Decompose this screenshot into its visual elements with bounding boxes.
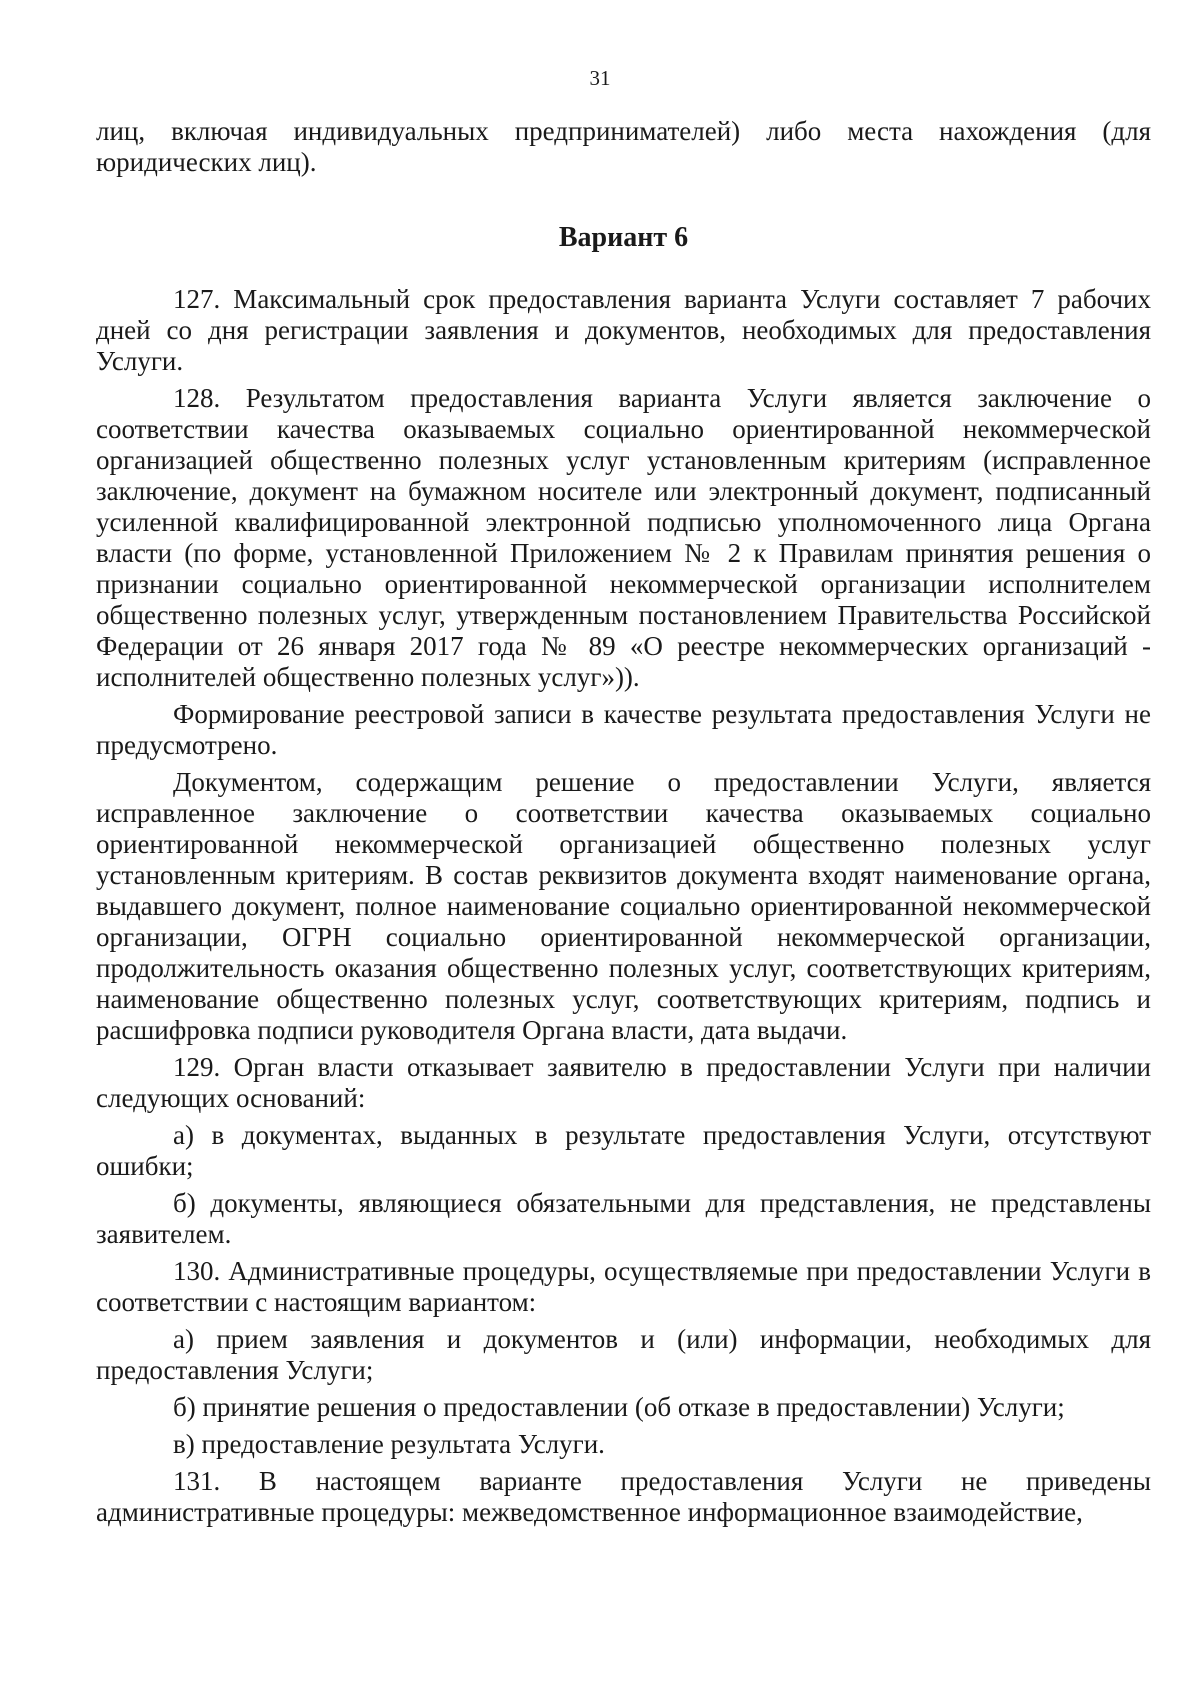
paragraph-131: 131. В настоящем варианте предоставления Услуги не приведены административные процедуры: межведомственное информационное взаимодействие, <box>96 1466 1151 1527</box>
page-number: 31 <box>589 66 611 90</box>
list-item-129-b: б) документы, являющиеся обязательными для представления, не представлены заявителем. <box>96 1188 1151 1249</box>
paragraph-129: 129. Орган власти отказывает заявителю в предоставлении Услуги при наличии следующих оснований: <box>96 1052 1151 1113</box>
list-item-129-a: а) в документах, выданных в результате предоставления Услуги, отсутствуют ошибки; <box>96 1120 1151 1181</box>
paragraph-registry-record: Формирование реестровой записи в качестве результата предоставления Услуги не предусмотрено. <box>96 699 1151 760</box>
paragraph-128: 128. Результатом предоставления варианта Услуги является заключение о соответствии качества оказываемых социально ориентированной некоммерческой организацией общественно полезных услуг установленным критериям (исправленное заключение, документ на бумажном носителе или электронный документ, подписанный усиленной квалифицированной электронной подписью уполномоченного лица Органа власти (по форме, установленной Приложением № 2 к Правилам принятия решения о признании социально ориентированной некоммерческой организации исполнителем общественно полезных услуг, утвержденным постановлением Правительства Российской Федерации от 26 января 2017 года № 89 «О реестре некоммерческих организаций - исполнителей общественно полезных услуг»)). <box>96 383 1151 692</box>
paragraph-130: 130. Административные процедуры, осуществляемые при предоставлении Услуги в соответствии с настоящим вариантом: <box>96 1256 1151 1317</box>
list-item-130-a: а) прием заявления и документов и (или) информации, необходимых для предоставления Услуги; <box>96 1324 1151 1385</box>
continuation-paragraph: лиц, включая индивидуальных предпринимателей) либо места нахождения (для юридических лиц). <box>96 116 1151 177</box>
list-item-130-b: б) принятие решения о предоставлении (об отказе в предоставлении) Услуги; <box>173 1392 1065 1422</box>
document-body <box>96 116 1151 1528</box>
list-item-130-c: в) предоставление результата Услуги. <box>173 1429 605 1459</box>
paragraph-decision-document: Документом, содержащим решение о предоставлении Услуги, является исправленное заключение о соответствии качества оказываемых социально ориентированной некоммерческой организацией общественно полезных услуг установленным критериям. В состав реквизитов документа входят наименование органа, выдавшего документ, полное наименование социально ориентированной некоммерческой организации, ОГРН социально ориентированной некоммерческой организации, продолжительность оказания общественно полезных услуг, соответствующих критериям, наименование общественно полезных услуг, соответствующих критериям, подпись и расшифровка подписи руководителя Органа власти, дата выдачи. <box>96 767 1151 1045</box>
paragraph-127: 127. Максимальный срок предоставления варианта Услуги составляет 7 рабочих дней со дня регистрации заявления и документов, необходимых для предоставления Услуги. <box>96 284 1151 376</box>
section-heading: Вариант 6 <box>558 222 689 253</box>
